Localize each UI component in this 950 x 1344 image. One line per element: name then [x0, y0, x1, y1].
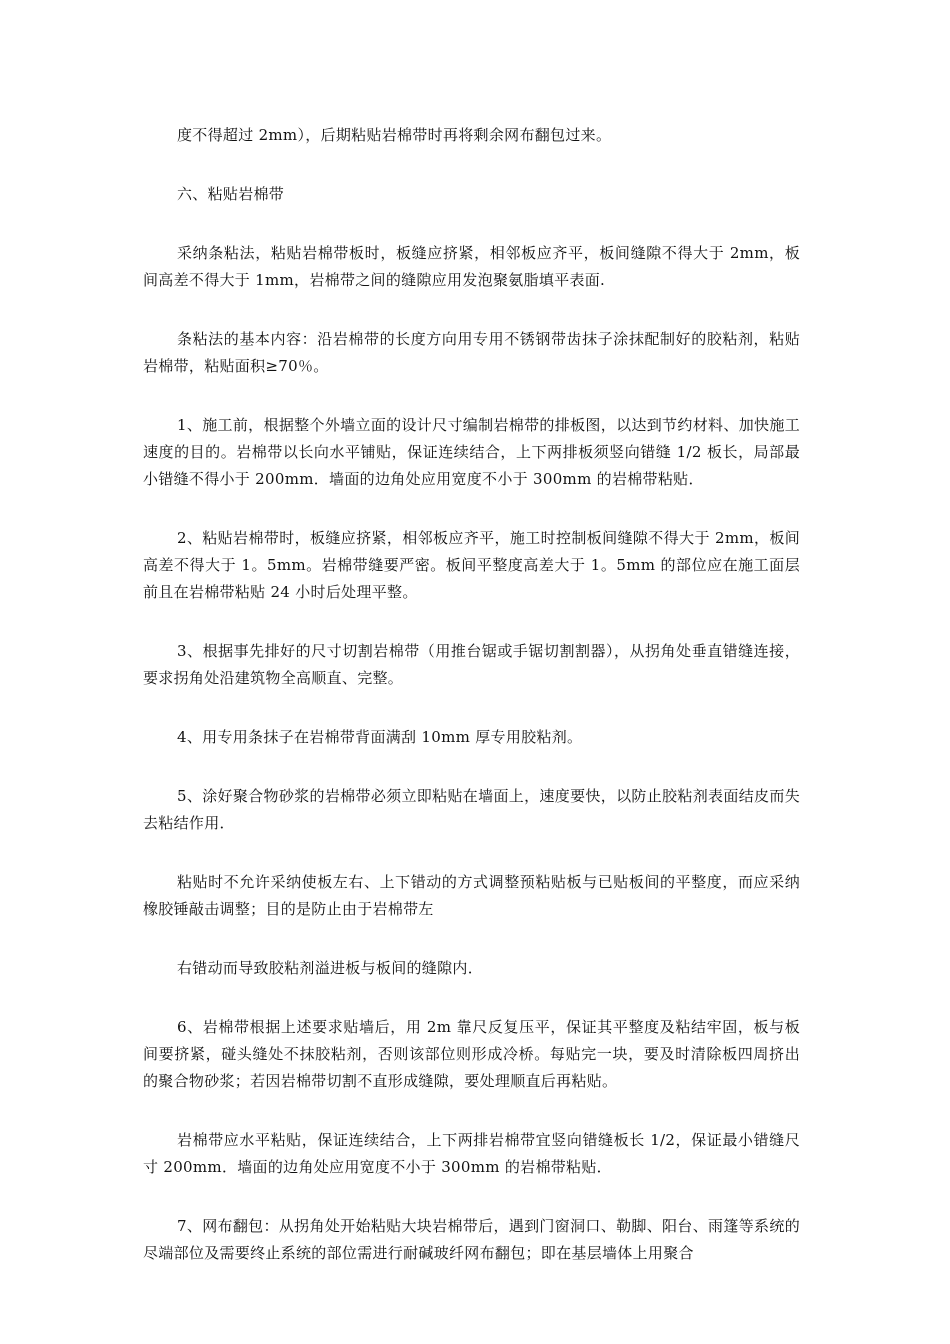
paragraph-step-5: 5、涂好聚合物砂浆的岩棉带必须立即粘贴在墙面上，速度要快，以防止胶粘剂表面结皮而失去粘结作用． — [143, 787, 800, 832]
section-heading: 六、粘贴岩棉带 — [177, 185, 285, 203]
paragraph-note-adjustment: 粘贴时不允许采纳使板左右、上下错动的方式调整预粘贴板与已贴板间的平整度，而应采纳橡胶锤敲击调整；目的是防止由于岩棉带左 — [143, 873, 800, 918]
paragraph-step-3: 3、根据事先排好的尺寸切割岩棉带（用推台锯或手锯切割割器），从拐角处垂直错缝连接，要求拐角处沿建筑物全高顺直、完整。 — [143, 642, 800, 687]
paragraph-horizontal-laying: 岩棉带应水平粘贴，保证连续结合，上下两排岩棉带宜竖向错缝板长 1/2，保证最小错缝尺寸 200mm．墙面的边角处应用宽度不小于 300mm 的岩棉带粘贴． — [143, 1131, 800, 1176]
paragraph-strip-bonding: 采纳条粘法，粘贴岩棉带板时，板缝应挤紧，相邻板应齐平，板间缝隙不得大于 2mm，板间高差不得大于 1mm，岩棉带之间的缝隙应用发泡聚氨脂填平表面. — [143, 244, 800, 289]
paragraph-step-4: 4、用专用条抹子在岩棉带背面满刮 10mm 厚专用胶粘剂。 — [177, 728, 583, 746]
paragraph-note-continuation: 右错动而导致胶粘剂溢进板与板间的缝隙内． — [177, 959, 484, 977]
paragraph-step-6: 6、岩棉带根据上述要求贴墙后，用 2m 靠尺反复压平，保证其平整度及粘结牢固，板与板间要挤紧，碰头缝处不抹胶粘剂，否则该部位则形成冷桥。每贴完一块，要及时清除板四周挤出的聚合物砂浆；若因岩棉带切割不直形成缝隙，要处理顺直后再粘贴。 — [143, 1018, 800, 1090]
paragraph-step-7: 7、网布翻包：从拐角处开始粘贴大块岩棉带后，遇到门窗洞口、勒脚、阳台、雨篷等系统的尽端部位及需要终止系统的部位需进行耐碱玻纤网布翻包；即在基层墙体上用聚合 — [143, 1217, 800, 1262]
paragraph-step-1: 1、施工前，根据整个外墙立面的设计尺寸编制岩棉带的排板图，以达到节约材料、加快施工速度的目的。岩棉带以长向水平铺贴，保证连续结合，上下两排板须竖向错缝 1/2 板长，局部最小错缝不得小于 200mm．墙面的边角处应用宽度不小于 300mm 的岩棉带粘贴． — [143, 416, 800, 488]
paragraph-strip-method: 条粘法的基本内容：沿岩棉带的长度方向用专用不锈钢带齿抹子涂抹配制好的胶粘剂，粘贴岩棉带，粘贴面积≥70％。 — [143, 330, 800, 375]
paragraph-step-2: 2、粘贴岩棉带时，板缝应挤紧，相邻板应齐平，施工时控制板间缝隙不得大于 2mm，板间高差不得大于 1。5mm。岩棉带缝要严密。板间平整度高差大于 1。5mm 的部位应在施工面层前且在岩棉带粘贴 24 小时后处理平整。 — [143, 529, 800, 601]
paragraph-continuation: 度不得超过 2mm），后期粘贴岩棉带时再将剩余网布翻包过来。 — [177, 126, 612, 144]
